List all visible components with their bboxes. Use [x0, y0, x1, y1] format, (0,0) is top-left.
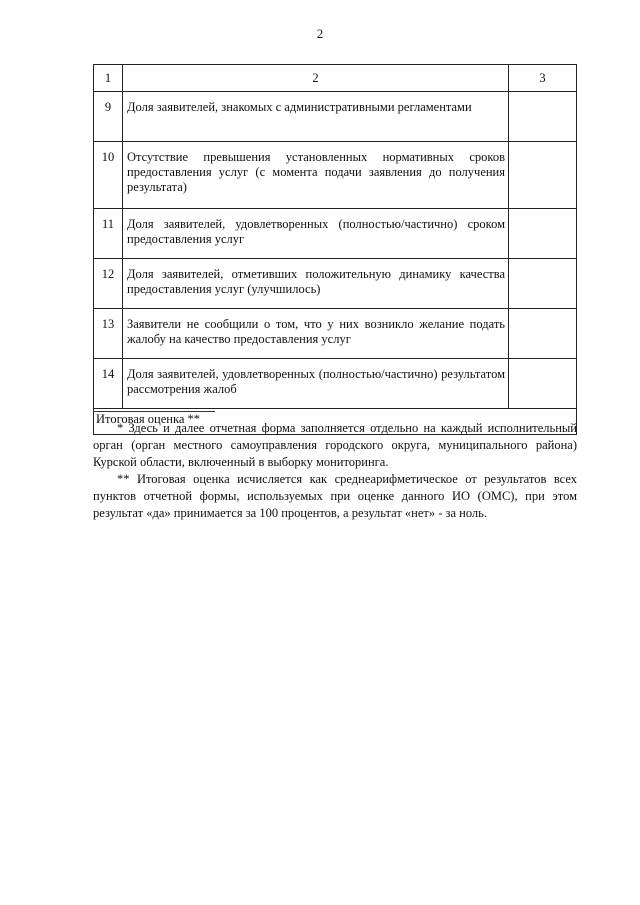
table-row: [94, 359, 577, 409]
footnote-2: ** Итоговая оценка исчисляется как среднеарифметическое от результатов всех пунктов отчетной формы, используемых при оценке данного ИО (ОМС), при этом результат «да» принимается за 100 процентов, а результат «нет» - за ноль.: [93, 472, 577, 520]
row-description: Отсутствие превышения установленных нормативных сроков предоставления услуг (с момента подачи заявления до получения результата): [123, 142, 509, 209]
footnote-1: * Здесь и далее отчетная форма заполняется отдельно на каждый исполнительный орган (орган местного самоуправления городского округа, муниципального района) Курской области, включенный в выборку мониторинга.: [93, 421, 577, 469]
row-description: Заявители не сообщили о том, что у них возникло желание подать жалобу на качество предоставления услуг: [123, 309, 509, 359]
report-table: [93, 64, 577, 435]
table-row: [94, 259, 577, 309]
table-row: [94, 209, 577, 259]
row-number: 12: [94, 259, 123, 309]
row-number: 9: [94, 92, 123, 142]
table-row: [94, 142, 577, 209]
row-value-cell[interactable]: [509, 209, 577, 259]
table-row: [94, 92, 577, 142]
table-header-row: [94, 65, 577, 92]
row-number: 10: [94, 142, 123, 209]
column-header-3: 3: [509, 65, 577, 92]
row-number: 14: [94, 359, 123, 409]
row-description: Доля заявителей, удовлетворенных (полностью/частично) сроком предоставления услуг: [123, 209, 509, 259]
row-value-cell[interactable]: [509, 92, 577, 142]
column-header-2: 2: [123, 65, 509, 92]
column-header-1: 1: [94, 65, 123, 92]
row-value-cell[interactable]: [509, 142, 577, 209]
row-value-cell[interactable]: [509, 359, 577, 409]
page-number: 2: [316, 26, 324, 41]
table-row: [94, 309, 577, 359]
row-number: 13: [94, 309, 123, 359]
row-number: 11: [94, 209, 123, 259]
row-value-cell[interactable]: [509, 309, 577, 359]
row-value-cell[interactable]: [509, 259, 577, 309]
row-description: Доля заявителей, знакомых с административными регламентами: [123, 92, 509, 142]
footnotes: [93, 420, 577, 522]
row-description: Доля заявителей, удовлетворенных (полностью/частично) результатом рассмотрения жалоб: [123, 359, 509, 409]
row-description: Доля заявителей, отметивших положительную динамику качества предоставления услуг (улучшилось): [123, 259, 509, 309]
footnote-divider: [93, 411, 215, 412]
total-label: Итоговая оценка **: [94, 409, 577, 435]
